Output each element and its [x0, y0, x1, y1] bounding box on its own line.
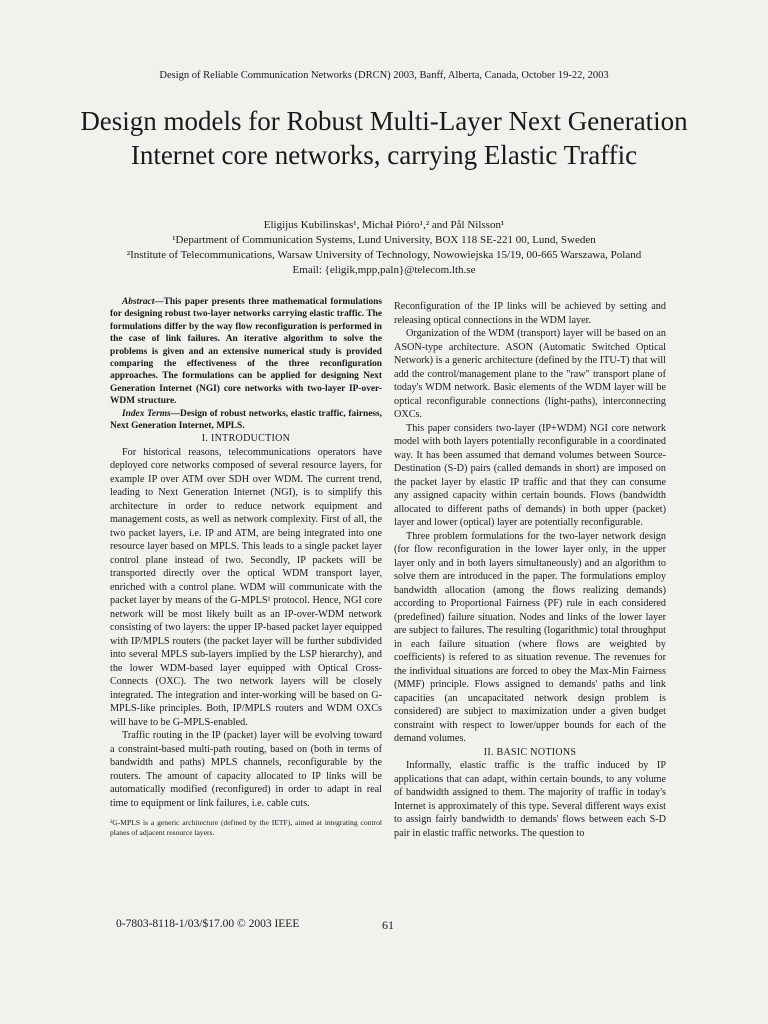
page-number: 61 [382, 918, 394, 932]
footnote-text: ¹G-MPLS is a generic architecture (defined by the IETF), aimed at integrating control planes of adjacent resource layers. [110, 818, 382, 838]
intro-paragraph-1: For historical reasons, telecommunications operators have deployed core networks composed of several resource layers, for example IP over ATM over SDH over WDM. The current trend, leading to Next Generation Internet (NGI), is to simplify this architecture in order to reduce network equipment and management costs, as well as network complexity. First of all, the two packet layers, i.e. IP and ATM, are being integrated into one resource layer based on MPLS. This leads to a single packet layer control plane instead of two. Secondly, IP packets will be transported directly over the optical WDM transport layer, enriched with a control plane. WDM will communicate with the packet layer by means of the G-MPLS¹ protocol. Hence, NGI core network will be most likely built as an IP-over-WDM network consisting of two layers: the upper IP-based packet layer equipped with IP/MPLS routers (the packet layer will be further subdivided into several MPLS sub-layers implied by the LSP hierarchy), and the lower WDM-based layer equipped with Optical Cross-Connects (OXC). The two network layers will be closely integrated. The integration and inter-working will be based on G-MPLS-like principles. Both, IP/MPLS routers and WDM OXCs will have to be G-MPLS-enabled. [110, 446, 382, 728]
paper-title: Design models for Robust Multi-Layer Next Generation Internet core networks, carrying Elastic Traffic [80, 106, 688, 170]
abstract-text: This paper presents three mathematical formulations for designing robust two-layer networks carrying elastic traffic. The formulations differ by the way flow reconfiguration is performed in the case of link failures. An iterative algorithm to solve the problems is given and an extensive numerical study is provided comparing the effectiveness of the three reconfiguration approaches. The formulations can be applied for designing Next Generation Internet (NGI) core networks with two-layer IP-over-WDM structure. [110, 297, 382, 407]
index-terms-lead: Index Terms— [122, 408, 181, 419]
right-paragraph-3: This paper considers two-layer (IP+WDM) NGI core network model with both layers potentially reconfigurable in a coordinated way. It has been assumed that demand volumes between Source-Destination (S-D) pairs (called demands in short) are imposed on the packet layer by elastic IP traffic and that they can consume any assigned capacity within certain bounds. Flows (bandwidth allocated to different paths of demands) in both upper (packet) layer and lower (optical) layer are potentially reconfigurable. [394, 422, 666, 528]
section-heading-basic-notions: II. BASIC NOTIONS [483, 746, 577, 758]
author-email: Email: {eligik,mpp,paln}@telecom.lth.se [292, 264, 476, 276]
right-paragraph-5: Informally, elastic traffic is the traffic induced by IP applications that can adapt, within certain bounds, to any volume of bandwidth assigned to them. The majority of traffic in today's Internet is approximately of this type. Several different ways exist to assign fairly bandwidth to demands' flows between each S-D pair in elastic traffic networks. The question to [394, 760, 666, 839]
section-heading-introduction: I. INTRODUCTION [201, 433, 291, 445]
affiliation-1: ¹Department of Communication Systems, Lund University, BOX 118 SE-221 00, Lund, Sweden [172, 234, 596, 246]
right-paragraph-4: Three problem formulations for the two-layer network design (for flow reconfiguration in the lower layer only, in the upper layer only and in both layers simultaneously) and an algorithm to solve them are introduced in the paper. The formulations employ bandwidth allocation (among the flows realizing demands) according to Proportional Fairness (PF) rule in each considered (predefined) failure situation. Nodes and links of the lower layer are subject to failures. The resulting (logarithmic) total throughput in each failure situation (where flows are weighted by coefficients) is refered to as situation revenue. The revenues for the individual situations are forced to obey the Max-Min Fairness (MMF) principle. Flows assigned to demands' paths and link capacities (an uncapacitated network design problem is considered) are subject to maximization under a given budget constraint with respect to lower/upper bounds for each of the demand volumes. [394, 530, 666, 744]
abstract [110, 296, 382, 408]
right-paragraph-2: Organization of the WDM (transport) layer will be based on an ASON-type architecture. ASON (Automatic Switched Optical Network) is a generic architecture (defined by the ITU-T) that will add the control/management plane to the "raw" transport plane of today's WDM network. Basic elements of the WDM layer will be optical reconfigurable connections (light-paths), interconnecting OXCs. [394, 328, 666, 420]
footnote [110, 818, 382, 837]
right-column [394, 300, 666, 840]
conference-header: Design of Reliable Communication Networks (DRCN) 2003, Banff, Alberta, Canada, October 19-22, 2003 [159, 70, 609, 81]
affiliation-2: ²Institute of Telecommunications, Warsaw University of Technology, Nowowiejska 15/19, 00-665 Warszawa, Poland [126, 249, 642, 261]
index-terms [110, 408, 382, 433]
intro-paragraph-2: Traffic routing in the IP (packet) layer will be evolving toward a constraint-based multi-path routing, based on (both in terms of bandwidth and paths) MPLS channels, reconfigurable by the routers. The amount of capacity allocated to IP links will be automatically modified (reconfigured) in order to adapt in real time to equipment or link failures, i.e. cable cuts. [110, 730, 382, 809]
right-paragraph-1: Reconfiguration of the IP links will be achieved by setting and releasing optical connections in the WDM layer. [394, 301, 666, 326]
author-block [0, 218, 768, 278]
copyright-line: 0-7803-8118-1/03/$17.00 © 2003 IEEE [116, 918, 300, 930]
index-terms-text: Design of robust networks, elastic traffic, fairness, Next Generation Internet, MPLS. [110, 408, 382, 432]
left-column [110, 296, 382, 838]
abstract-lead: Abstract— [122, 297, 164, 307]
author-names: Eligijus Kubilinskas¹, Michał Pióro¹,² and Pål Nilsson¹ [263, 219, 505, 231]
